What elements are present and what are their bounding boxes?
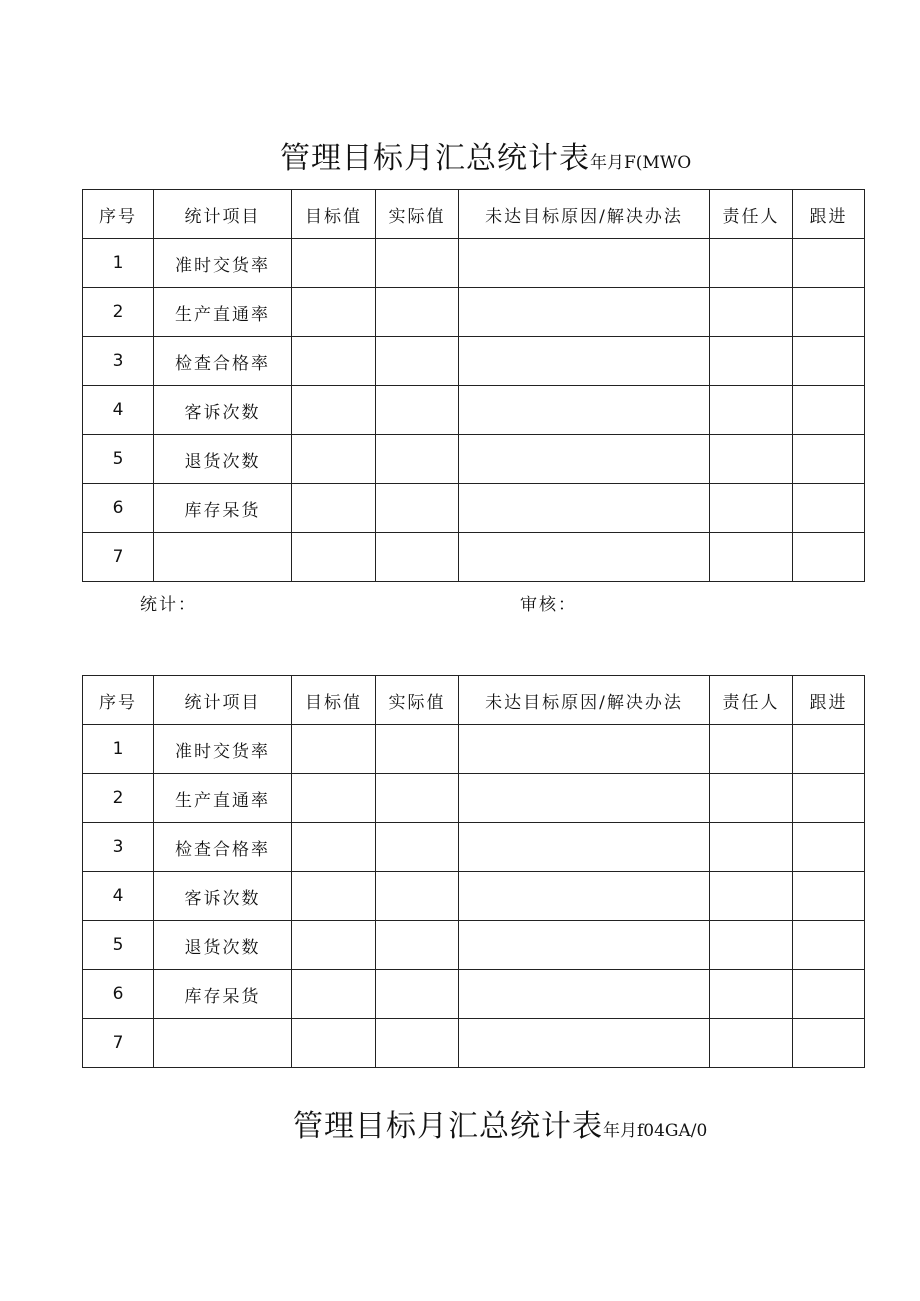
stats-signature-label: 统计： bbox=[140, 595, 197, 615]
table-row bbox=[83, 484, 865, 533]
target-cell[interactable] bbox=[292, 533, 376, 582]
row-item: 生产直通率 bbox=[154, 288, 292, 337]
row-number: 3 bbox=[83, 823, 154, 872]
followup-cell[interactable] bbox=[793, 533, 865, 582]
row-number: 2 bbox=[83, 774, 154, 823]
followup-cell[interactable] bbox=[793, 725, 865, 774]
row-number: 1 bbox=[83, 239, 154, 288]
header-row bbox=[83, 190, 865, 239]
followup-cell[interactable] bbox=[793, 337, 865, 386]
table-row bbox=[83, 337, 865, 386]
followup-cell[interactable] bbox=[793, 1019, 865, 1068]
reason-cell[interactable] bbox=[459, 970, 710, 1019]
row-number: 7 bbox=[83, 1019, 154, 1068]
header-target: 目标值 bbox=[292, 676, 376, 725]
table-row bbox=[83, 386, 865, 435]
reason-cell[interactable] bbox=[459, 484, 710, 533]
target-cell[interactable] bbox=[292, 823, 376, 872]
table-row bbox=[83, 921, 865, 970]
owner-cell[interactable] bbox=[710, 725, 793, 774]
header-no: 序号 bbox=[83, 676, 154, 725]
owner-cell[interactable] bbox=[710, 970, 793, 1019]
reason-cell[interactable] bbox=[459, 386, 710, 435]
row-item: 生产直通率 bbox=[154, 774, 292, 823]
actual-cell[interactable] bbox=[376, 533, 459, 582]
review-signature-label: 审核： bbox=[520, 595, 577, 615]
target-cell[interactable] bbox=[292, 774, 376, 823]
owner-cell[interactable] bbox=[710, 484, 793, 533]
actual-cell[interactable] bbox=[376, 921, 459, 970]
target-cell[interactable] bbox=[292, 435, 376, 484]
row-number: 2 bbox=[83, 288, 154, 337]
owner-cell[interactable] bbox=[710, 823, 793, 872]
row-item: 客诉次数 bbox=[154, 872, 292, 921]
target-cell[interactable] bbox=[292, 970, 376, 1019]
header-item: 统计项目 bbox=[154, 676, 292, 725]
owner-cell[interactable] bbox=[710, 533, 793, 582]
table-row bbox=[83, 533, 865, 582]
row-item: 库存呆货 bbox=[154, 484, 292, 533]
reason-cell[interactable] bbox=[459, 239, 710, 288]
header-row bbox=[83, 676, 865, 725]
reason-cell[interactable] bbox=[459, 725, 710, 774]
followup-cell[interactable] bbox=[793, 386, 865, 435]
form-title-bottom bbox=[293, 1109, 708, 1144]
actual-cell[interactable] bbox=[376, 435, 459, 484]
table-row bbox=[83, 823, 865, 872]
row-number: 3 bbox=[83, 337, 154, 386]
row-item: 准时交货率 bbox=[154, 725, 292, 774]
target-cell[interactable] bbox=[292, 872, 376, 921]
header-target: 目标值 bbox=[292, 190, 376, 239]
target-cell[interactable] bbox=[292, 386, 376, 435]
owner-cell[interactable] bbox=[710, 239, 793, 288]
header-followup: 跟进 bbox=[793, 676, 865, 725]
form-title-main: 管理目标月汇总统计表 bbox=[280, 141, 590, 176]
owner-cell[interactable] bbox=[710, 288, 793, 337]
owner-cell[interactable] bbox=[710, 774, 793, 823]
followup-cell[interactable] bbox=[793, 921, 865, 970]
actual-cell[interactable] bbox=[376, 239, 459, 288]
reason-cell[interactable] bbox=[459, 774, 710, 823]
row-item: 检查合格率 bbox=[154, 337, 292, 386]
followup-cell[interactable] bbox=[793, 239, 865, 288]
reason-cell[interactable] bbox=[459, 435, 710, 484]
followup-cell[interactable] bbox=[793, 823, 865, 872]
table-row bbox=[83, 872, 865, 921]
reason-cell[interactable] bbox=[459, 823, 710, 872]
followup-cell[interactable] bbox=[793, 288, 865, 337]
form-title-suffix: 年月F(MWO bbox=[590, 153, 692, 173]
row-item: 库存呆货 bbox=[154, 970, 292, 1019]
actual-cell[interactable] bbox=[376, 774, 459, 823]
form-title-top bbox=[280, 141, 692, 176]
reason-cell[interactable] bbox=[459, 1019, 710, 1068]
form-title-suffix: 年月f04GA/0 bbox=[603, 1121, 708, 1141]
owner-cell[interactable] bbox=[710, 435, 793, 484]
actual-cell[interactable] bbox=[376, 386, 459, 435]
target-cell[interactable] bbox=[292, 484, 376, 533]
row-item: 准时交货率 bbox=[154, 239, 292, 288]
header-reason: 未达目标原因/解决办法 bbox=[459, 676, 710, 725]
actual-cell[interactable] bbox=[376, 823, 459, 872]
actual-cell[interactable] bbox=[376, 1019, 459, 1068]
followup-cell[interactable] bbox=[793, 435, 865, 484]
table-row bbox=[83, 970, 865, 1019]
summary-table-1 bbox=[82, 189, 865, 582]
target-cell[interactable] bbox=[292, 921, 376, 970]
followup-cell[interactable] bbox=[793, 872, 865, 921]
header-reason: 未达目标原因/解决办法 bbox=[459, 190, 710, 239]
header-actual: 实际值 bbox=[376, 190, 459, 239]
actual-cell[interactable] bbox=[376, 872, 459, 921]
reason-cell[interactable] bbox=[459, 921, 710, 970]
row-number: 4 bbox=[83, 386, 154, 435]
target-cell[interactable] bbox=[292, 288, 376, 337]
row-number: 7 bbox=[83, 533, 154, 582]
table-row bbox=[83, 288, 865, 337]
row-number: 5 bbox=[83, 921, 154, 970]
actual-cell[interactable] bbox=[376, 337, 459, 386]
target-cell[interactable] bbox=[292, 725, 376, 774]
row-number: 6 bbox=[83, 970, 154, 1019]
row-number: 5 bbox=[83, 435, 154, 484]
reason-cell[interactable] bbox=[459, 872, 710, 921]
table-row bbox=[83, 239, 865, 288]
row-item: 检查合格率 bbox=[154, 823, 292, 872]
row-number: 4 bbox=[83, 872, 154, 921]
form-title-main: 管理目标月汇总统计表 bbox=[293, 1109, 603, 1144]
target-cell[interactable] bbox=[292, 239, 376, 288]
followup-cell[interactable] bbox=[793, 970, 865, 1019]
reason-cell[interactable] bbox=[459, 337, 710, 386]
row-item: 客诉次数 bbox=[154, 386, 292, 435]
summary-table-2 bbox=[82, 675, 865, 1068]
owner-cell[interactable] bbox=[710, 921, 793, 970]
actual-cell[interactable] bbox=[376, 484, 459, 533]
header-actual: 实际值 bbox=[376, 676, 459, 725]
reason-cell[interactable] bbox=[459, 533, 710, 582]
row-item[interactable] bbox=[154, 1019, 292, 1068]
table-row bbox=[83, 1019, 865, 1068]
row-item[interactable] bbox=[154, 533, 292, 582]
owner-cell[interactable] bbox=[710, 872, 793, 921]
actual-cell[interactable] bbox=[376, 725, 459, 774]
header-no: 序号 bbox=[83, 190, 154, 239]
target-cell[interactable] bbox=[292, 1019, 376, 1068]
target-cell[interactable] bbox=[292, 337, 376, 386]
owner-cell[interactable] bbox=[710, 386, 793, 435]
owner-cell[interactable] bbox=[710, 1019, 793, 1068]
actual-cell[interactable] bbox=[376, 970, 459, 1019]
followup-cell[interactable] bbox=[793, 774, 865, 823]
reason-cell[interactable] bbox=[459, 288, 710, 337]
actual-cell[interactable] bbox=[376, 288, 459, 337]
row-number: 6 bbox=[83, 484, 154, 533]
table-row bbox=[83, 435, 865, 484]
row-item: 退货次数 bbox=[154, 435, 292, 484]
header-owner: 责任人 bbox=[710, 190, 793, 239]
row-number: 1 bbox=[83, 725, 154, 774]
row-item: 退货次数 bbox=[154, 921, 292, 970]
table-row bbox=[83, 774, 865, 823]
table-row bbox=[83, 725, 865, 774]
header-item: 统计项目 bbox=[154, 190, 292, 239]
header-followup: 跟进 bbox=[793, 190, 865, 239]
followup-cell[interactable] bbox=[793, 484, 865, 533]
header-owner: 责任人 bbox=[710, 676, 793, 725]
owner-cell[interactable] bbox=[710, 337, 793, 386]
